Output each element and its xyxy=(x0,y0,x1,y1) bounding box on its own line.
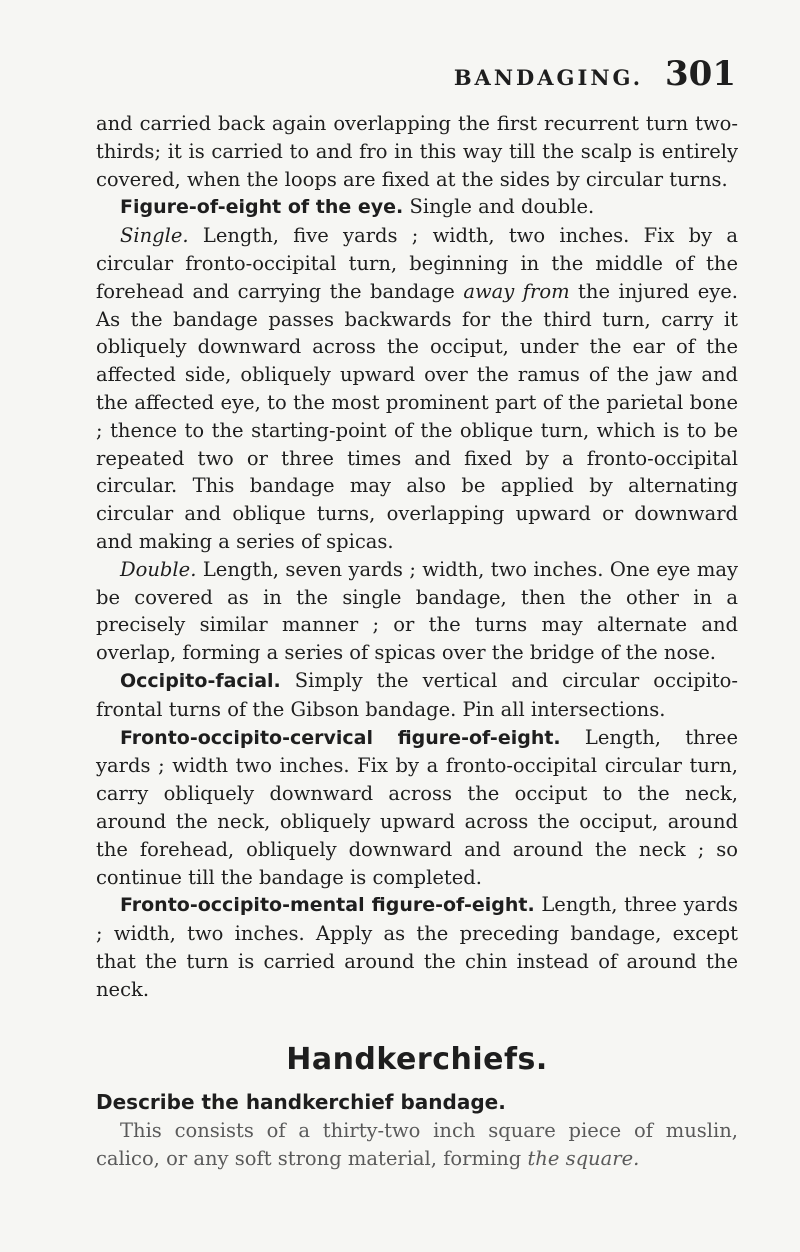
subheading: Fronto-occipito-cervical figure-of-eight. xyxy=(120,726,561,749)
page-number: 301 xyxy=(665,54,736,94)
paragraph-text: Single and double. xyxy=(403,195,595,219)
paragraph-continuation xyxy=(96,110,738,193)
paragraph-double xyxy=(96,556,738,667)
paragraph-text: Length, seven yards ; width, two inches. One eye may be covered as in the single bandage, then the other in a precisely similar manner ; or the turns may alternate and overlap, forming a series of spicas over the bridge of the nose. xyxy=(96,557,738,665)
paragraph-text: Simply the vertical and circular occipito-frontal turns of the Gibson bandage. Pin all intersections. xyxy=(96,668,738,721)
italic-label: Single. xyxy=(120,224,189,248)
paragraph-occipito-facial xyxy=(96,667,738,724)
paragraph-single xyxy=(96,222,738,556)
question: Describe the handkerchief bandage. xyxy=(96,1090,506,1115)
paragraph-text: Length, three yards ; width, two inches. Apply as the preceding bandage, except that the turn is carried around the chin instead of around the neck. xyxy=(96,893,738,1001)
paragraph-text: and carried back again overlapping the first recurrent turn two-thirds; it is carried to and fro in this way till the scalp is entirely covered, when the loops are fixed at the sides by circular turns. xyxy=(96,112,738,191)
subheading: Fronto-occipito-mental figure-of-eight. xyxy=(120,894,535,917)
italic-phrase: the square. xyxy=(527,1146,640,1170)
section-heading: Handkerchiefs. xyxy=(286,1041,548,1077)
body-text xyxy=(96,110,738,1173)
paragraph-text: the injured eye. As the bandage passes backwards for the third turn, carry it obliquely downward across the occiput, under the ear of the affected side, obliquely upward over the ramus of the jaw and the affected eye, to the most prominent part of the parietal bone ; thence to the starting-point of the oblique turn, which is to be repeated two or three times and fixed by a fronto-occipital circular. This bandage may also be applied by alternating circular and oblique turns, overlapping upward or downward and making a series of spicas. xyxy=(96,279,738,553)
subheading: Occipito-facial. xyxy=(120,669,281,692)
italic-label: Double. xyxy=(120,557,197,581)
paragraph-text: Length, five yards ; width, two inches. Fix by a circular fronto-occipital turn, beginning in the middle of the forehead and carrying the bandage xyxy=(96,224,738,303)
paragraph-text: This consists of a thirty-two inch square piece of muslin, calico, or any soft strong material, forming xyxy=(96,1119,738,1170)
paragraph-eye-figure-of-eight xyxy=(96,193,738,222)
running-head xyxy=(0,54,736,94)
paragraph-fronto-occipito-mental xyxy=(96,891,738,1003)
paragraph-text: Length, three yards ; width two inches. Fix by a fronto-occipital circular turn, carry obliquely downward across the occiput to the neck, around the neck, obliquely upward across the occiput, around the forehead, obliquely downward and around the neck ; so continue till the bandage is completed. xyxy=(96,725,738,889)
question-line xyxy=(96,1089,738,1117)
answer-paragraph xyxy=(96,1117,738,1173)
paragraph-fronto-occipito-cervical xyxy=(96,724,738,892)
italic-phrase: away from xyxy=(463,279,570,303)
running-title: BANDAGING. xyxy=(453,65,644,90)
subheading: Figure-of-eight of the eye. xyxy=(120,196,404,219)
